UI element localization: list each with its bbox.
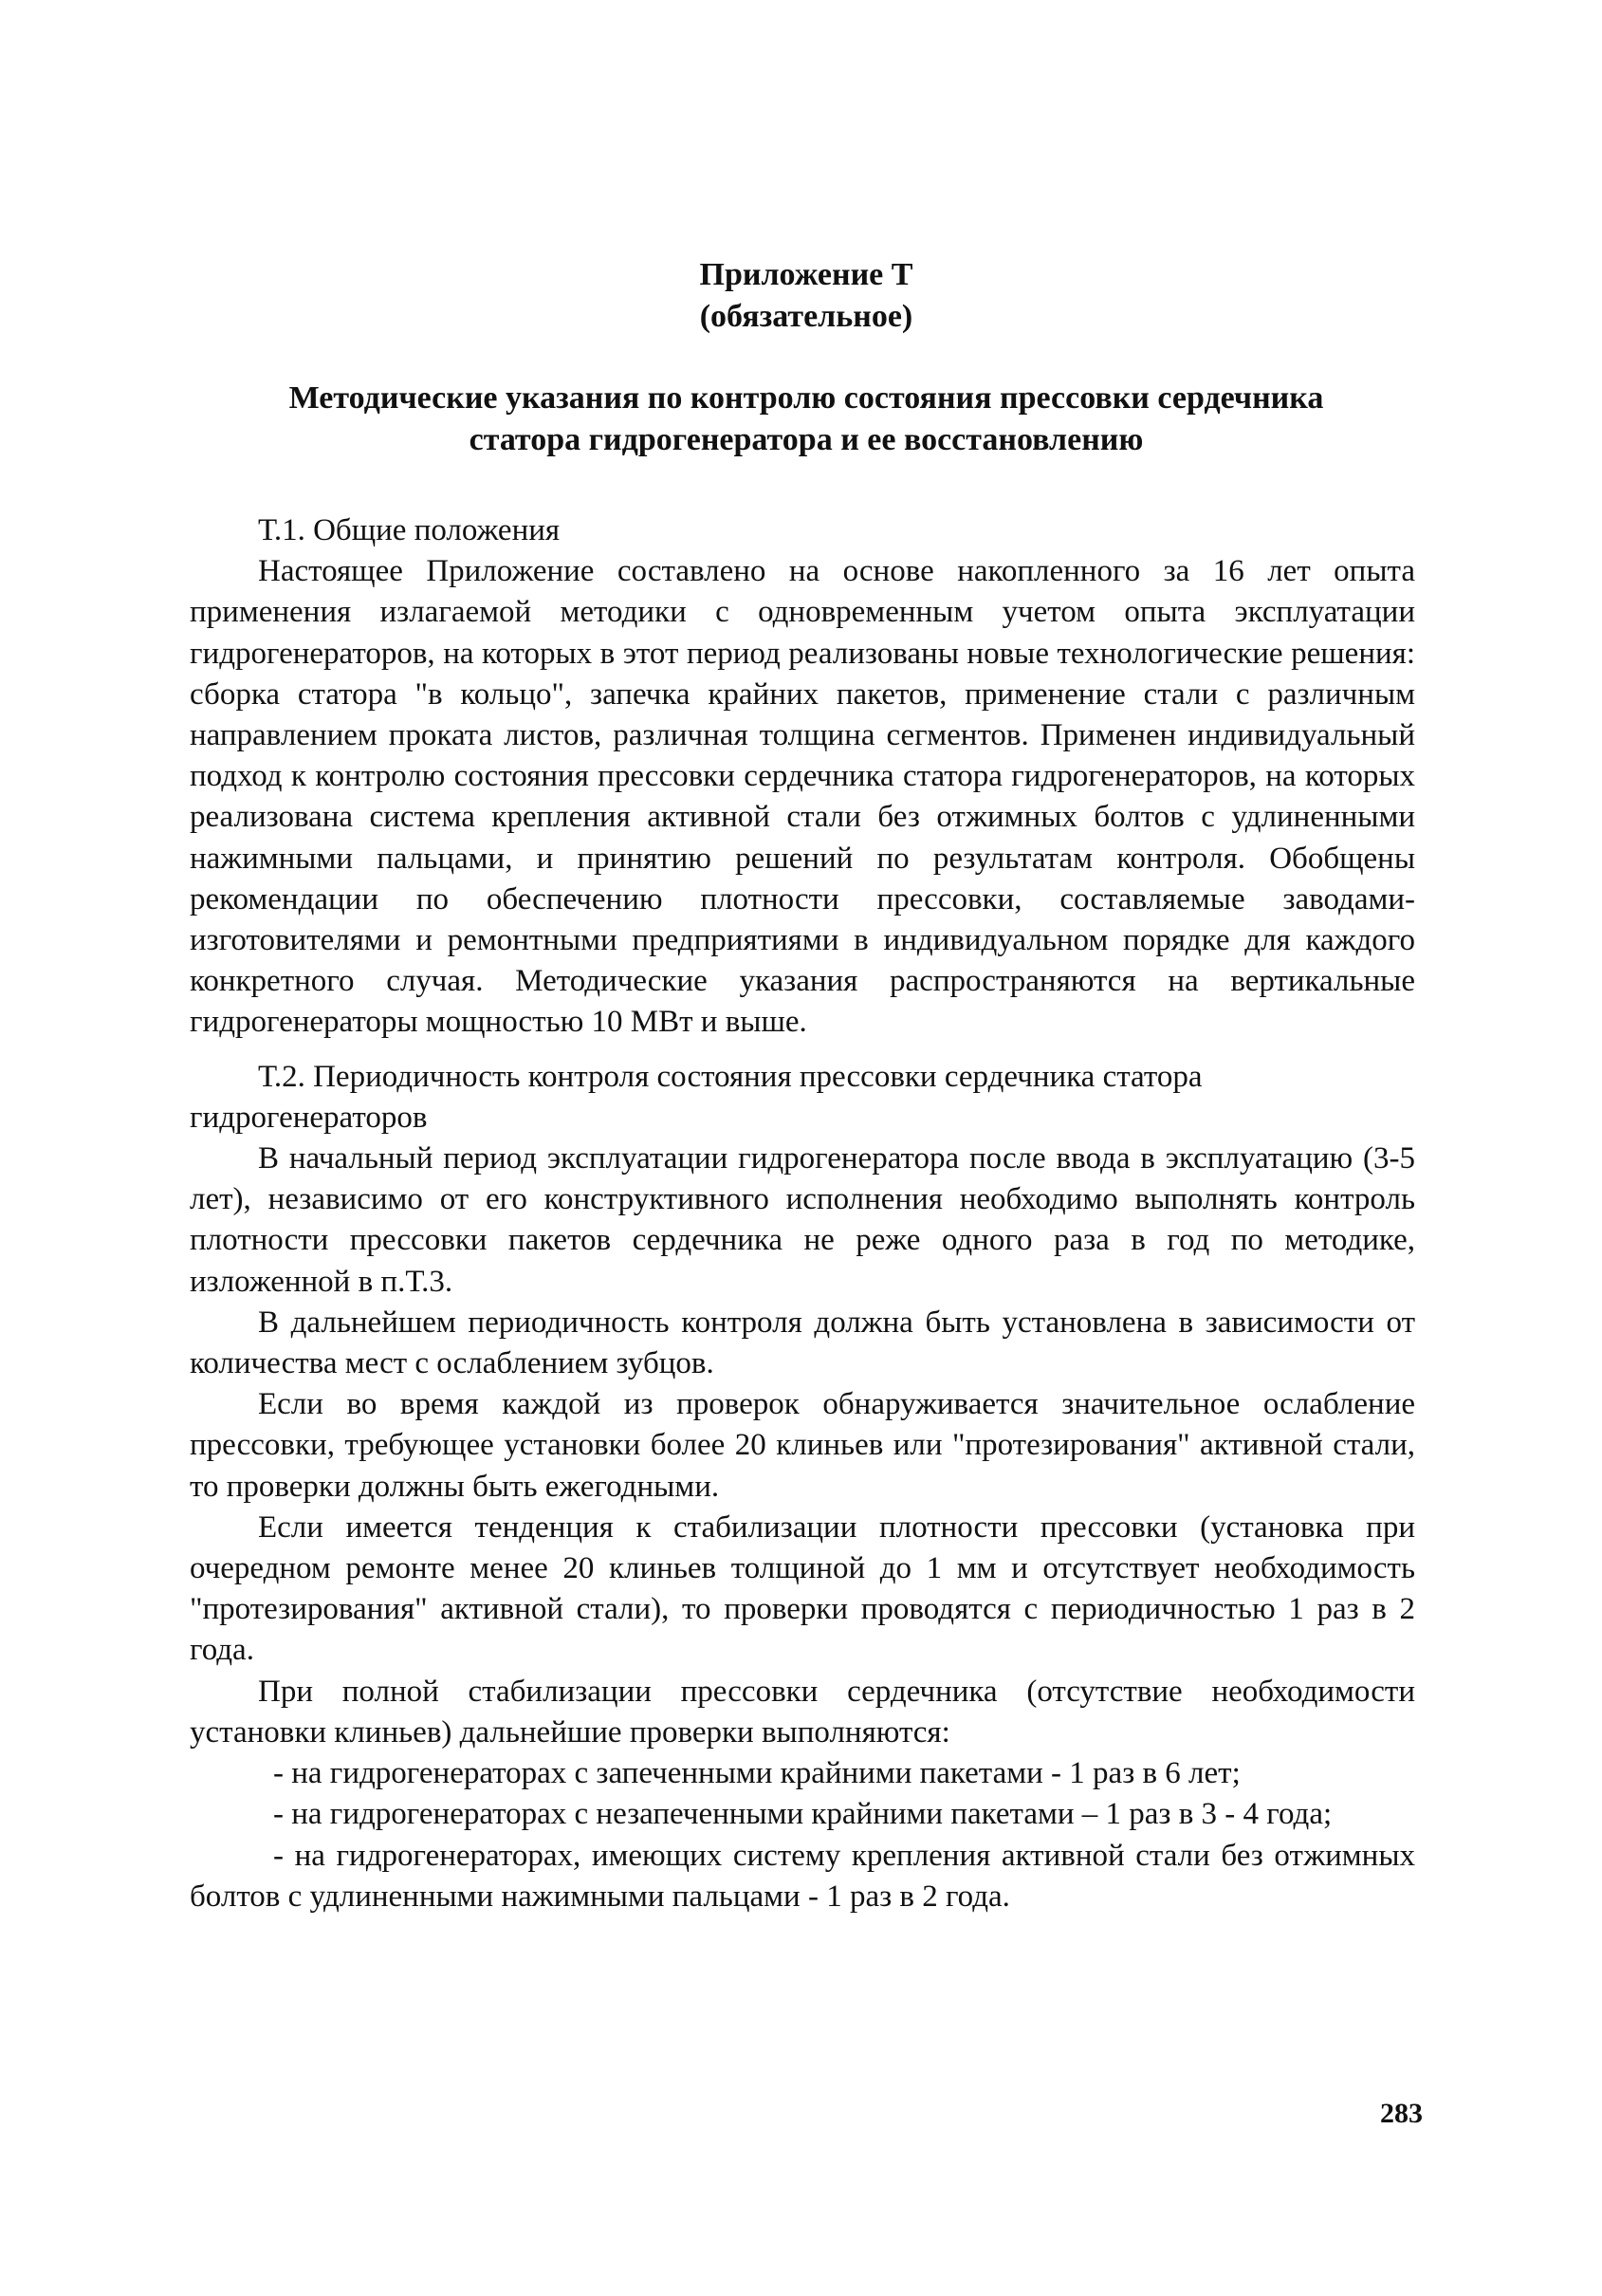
- section-heading-periodicity: Т.2. Периодичность контроля состояния прессовки сердечника статора гидрогенераторов: [190, 1059, 1203, 1135]
- list-item-baked-packets: - на гидрогенераторах с запеченными крайними пакетами - 1 раз в 6 лет;: [273, 1756, 1241, 1791]
- paragraph-general-provisions: Настоящее Приложение составлено на основе накопленного за 16 лет опыта применения излагаемой методики с одновременным учетом опыта эксплуатации гидрогенераторов, на которых в этот период реализованы новые технологические решения: сборка статора "в кольцо", запечка крайних пакетов, применение стали с различным направлением проката листов, различная толщина сегментов. Применен индивидуальный подход к контролю состояния прессовки сердечника статора гидрогенераторов, на которых реализована система крепления активной стали без отжимных болтов с удлиненными нажимными пальцами, и принятию решений по результатам контроля. Обобщены рекомендации по обеспечению плотности прессовки, составляемые заводами-изготовителями и ремонтными предприятиями в индивидуальном порядке для каждого конкретного случая. Методические указания распространяются на вертикальные гидрогенераторы мощностью 10 МВт и выше.: [190, 554, 1415, 1040]
- document-body: [190, 510, 1415, 1917]
- appendix-status: (обязательное): [699, 299, 913, 334]
- paragraph-full-stabilization: При полной стабилизации прессовки сердечника (отсутствие необходимости установки клиньев) дальнейшие проверки выполняются:: [190, 1674, 1415, 1750]
- paragraph-significant-weakening: Если во время каждой из проверок обнаруживается значительное ослабление прессовки, требующее установки более 20 клиньев или "протезирования" активной стали, то проверки должны быть ежегодными.: [190, 1387, 1415, 1504]
- page-number: 283: [1380, 2098, 1423, 2129]
- paragraph-initial-period: В начальный период эксплуатации гидрогенератора после ввода в эксплуатацию (3-5 лет), независимо от его конструктивного исполнения необходимо выполнять контроль плотности прессовки пакетов сердечника не реже одного раза в год по методике, изложенной в п.Т.3.: [190, 1141, 1415, 1299]
- paragraph-stabilization-tendency: Если имеется тенденция к стабилизации плотности прессовки (установка при очередном ремонте менее 20 клиньев толщиной до 1 мм и отсутствует необходимость "протезирования" активной стали), то проверки проводятся с периодичностью 1 раз в 2 года.: [190, 1509, 1415, 1668]
- appendix-title: Приложение Т: [699, 257, 913, 292]
- document-title-line-2: статора гидрогенератора и ее восстановлению: [469, 422, 1144, 457]
- list-item-extended-fingers: - на гидрогенераторах, имеющих систему крепления активной стали без отжимных болтов с удлиненными нажимными пальцами - 1 раз в 2 года.: [190, 1838, 1415, 1914]
- paragraph-further-periodicity: В дальнейшем периодичность контроля должна быть установлена в зависимости от количества мест с ослаблением зубцов.: [190, 1305, 1415, 1381]
- document-title: [190, 378, 1423, 461]
- section-heading-general: Т.1. Общие положения: [258, 513, 561, 547]
- list-item-unbaked-packets: - на гидрогенераторах с незапеченными крайними пакетами – 1 раз в 3 - 4 года;: [273, 1797, 1333, 1832]
- document-title-line-1: Методические указания по контролю состояния прессовки сердечника: [288, 380, 1324, 416]
